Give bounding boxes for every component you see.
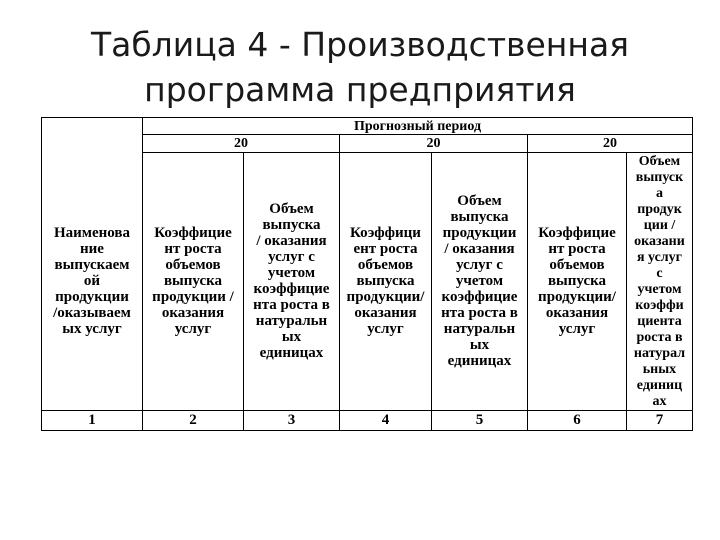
column-number-row bbox=[42, 411, 693, 431]
year-cell-1: 20 bbox=[143, 135, 340, 153]
header-cell-growth-coef-3: Коэффицие нт роста объемов выпуска продукции/ оказания услуг bbox=[528, 153, 627, 411]
column-number-cell: 2 bbox=[143, 411, 244, 431]
period-row bbox=[42, 118, 693, 135]
column-header-row bbox=[42, 153, 693, 411]
header-cell-growth-coef-2: Коэффици ент роста объемов выпуска продукции/ оказания услуг bbox=[340, 153, 432, 411]
header-cell-volume-2: Объем выпуска продукции / оказания услуг с учетом коэффицие нта роста в натуральн ых единицах bbox=[432, 153, 528, 411]
header-cell-product-name: Наименова ние выпускаем ой продукции /оказываем ых услуг bbox=[42, 153, 143, 411]
slide-title bbox=[0, 22, 720, 112]
year-cell-2: 20 bbox=[340, 135, 528, 153]
production-program-table bbox=[41, 117, 693, 431]
column-number-cell: 6 bbox=[528, 411, 627, 431]
header-cell-volume-1: Объем выпуска / оказания услуг с учетом коэффицие нта роста в натуральн ых единицах bbox=[244, 153, 340, 411]
year-cell-3: 20 bbox=[528, 135, 693, 153]
header-cell-growth-coef-1: Коэффицие нт роста объемов выпуска продукции / оказания услуг bbox=[143, 153, 244, 411]
column-number-cell: 3 bbox=[244, 411, 340, 431]
blank-cell bbox=[42, 118, 143, 153]
column-number-cell: 5 bbox=[432, 411, 528, 431]
column-number-cell: 7 bbox=[627, 411, 693, 431]
header-cell-volume-3: Объем выпуск а продук ции / оказани я услуг с учетом коэффи циента роста в натурал ьных единиц ах bbox=[627, 153, 693, 411]
period-header-cell: Прогнозный период bbox=[143, 118, 693, 135]
slide-title-line-2: программа предприятия bbox=[144, 70, 576, 109]
slide-title-line-1: Таблица 4 - Производственная bbox=[90, 25, 630, 64]
column-number-cell: 4 bbox=[340, 411, 432, 431]
column-number-cell: 1 bbox=[42, 411, 143, 431]
